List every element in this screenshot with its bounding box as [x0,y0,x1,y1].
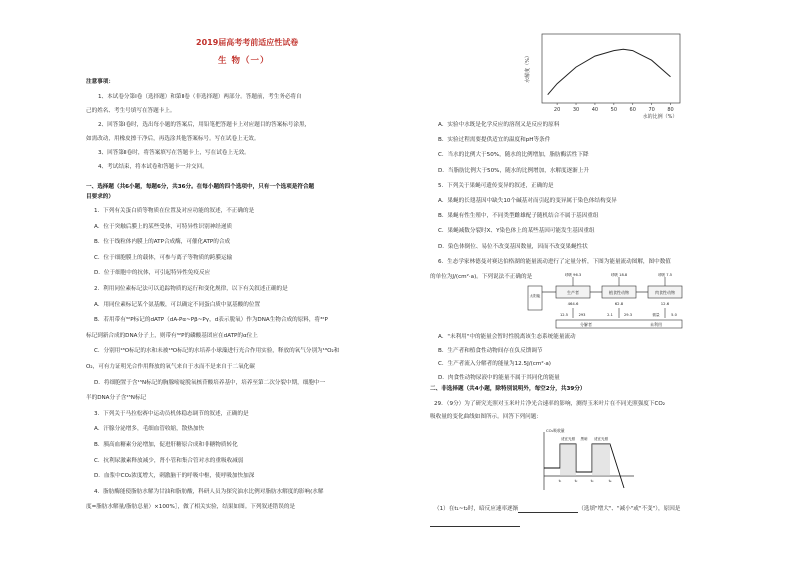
answer-option: B．实验过程需要提供适宜的温度和pH等条件 [438,137,551,144]
time-tick-label: t₄ [608,479,612,483]
answer-option: D．将细胞置于含¹⁵N标记的胸腺嘧啶脱氧核苷酸培养基中，培养至第二次分裂中期，细胞中一 [94,379,326,386]
notice-item: 己的姓名、考生号填写在答题卡上。 [86,108,176,114]
energy-flow-diagram [526,272,696,330]
trophic-value: 12.6 [660,301,670,306]
answer-option: C．生产者流入分解者的能量为12.5J/(cm²·a) [438,361,551,367]
unused-label: 未利用 [650,322,662,327]
subject-title: 生 物（一） [218,56,270,66]
answer-option: D．染色体倒位、易位不改变基因数量，因而不改变果蝇性状 [438,243,588,250]
trophic-value: 62.8 [614,301,624,306]
trophic-label: 生产者 [567,290,579,295]
question-stem: 3．下列关于马拉松赛中运动员机体稳态调节的叙述，正确的是 [94,410,249,417]
y-axis-label: 水解度（%） [525,53,531,83]
question-stem: 5．下列关于果蝇可遗传变异的叙述，正确的是 [438,182,554,189]
q29-part1 [434,506,680,513]
y-axis-label: CO₂吸收量 [546,428,565,433]
section2-heading: 二、非选择题（共4小题，除特别说明外，每空2分，共39分） [430,386,586,392]
section1-heading-cont: 目要求的） [86,194,114,200]
resp-label: 呼吸 7.5 [657,273,673,277]
answer-option: A．实验中水既是化学反应的溶剂又是反应的原料 [438,122,560,128]
resp-label: 呼吸 96.3 [564,273,582,277]
decomp-value: 2.1 [607,313,613,317]
section1-heading: 一、选择题（共6小题，每题6分，共36分。在每小题的四个选项中，只有一个选项是符合题 [86,184,315,190]
answer-option: D．血浆中CO₂浓度增大，刺激脑干的呼吸中枢，使呼吸加快加深 [94,473,255,480]
x-tick-label: 50 [610,107,618,113]
x-tick-label: 40 [591,107,599,113]
plot-frame [542,34,680,103]
time-tick-label: t₂ [574,479,578,483]
text-line: 的单位为J/(cm²·a)。下列说法不正确的是 [430,274,533,280]
phase-label: 适宜光照 [560,437,576,441]
co2-absorption-chart [530,428,640,500]
answer-option: A．汗腺分泌增多，毛细血管收缩，散热加快 [94,426,205,433]
series-line [548,49,671,94]
answer-option: D．当脂肪比例大于50%，随水的比例增加，水解度逐渐上升 [438,167,589,174]
decomposer-box [556,320,682,328]
text-line: 半的DNA分子含¹⁵N标记 [86,395,147,402]
x-tick-label: 80 [667,107,674,113]
x-axis-label: 水的比例（%） [642,114,678,120]
text-line: 标记到新合成的DNA分子上，则带有³²P的磷酸基团应在dATP的α位上 [86,332,258,339]
trophic-label: 肉食性动物 [655,290,675,295]
x-tick-label: 20 [553,107,561,113]
answer-option: B．果蝇有性生殖中，不同类型雌雄配子随机结合不属于基因重组 [438,213,599,220]
answer-option: B．生产者和植食性动物间存在负反馈调节 [438,347,543,354]
trophic-label: 植食性动物 [609,290,629,295]
q29-part1-text: （1）在t₁~t₂时，暗反应速率逐渐 [434,506,519,512]
answer-option: A．果蝇的长翅基因中缺失10个碱基对而引起的变异属于染色体结构变异 [438,198,617,204]
decomp-value: 微量 [652,313,660,317]
answer-blank-1[interactable] [518,506,578,513]
answer-option: C．分别用¹⁸O标记的水和未被¹⁸O标记的水培养小球藻进行光合作用实验，释放的氧气分别为¹⁸O₂和 [94,348,340,355]
x-tick-label: 70 [648,107,655,113]
unused-value: 29.3 [623,313,633,317]
notice-item: 4、考试结束，将本试卷和答题卡一并交回。 [98,164,208,170]
question-stem: 4．脂肪酶能使脂肪水解为甘油和脂肪酸，科研人员为探究油水比例对脂肪水解度的影响(水解 [94,488,324,495]
trophic-value: 464.6 [567,301,579,306]
answer-option: C．抗利尿激素释放减少，肾小管和集合管对水的重吸收减弱 [94,457,244,464]
question-stem: 6．生态学家林德曼对赛达伯格湖的能量流动进行了定量分析，下图为能量流动图解，图中数值 [438,258,671,265]
notice-item: 如需改动，用橡皮擦干净后，再选涂其他答案标号。写在试卷上无效。 [86,136,260,142]
text-line: 度=脂肪水解量/脂肪总量）×100%］，做了相关实验，结果如图。下列叙述错误的是 [86,504,296,511]
time-tick-label: t₃ [590,479,594,483]
co2-curve [544,444,624,488]
notice-heading: 注意事项： [86,79,114,85]
resp-label: 呼吸 18.8 [610,273,628,277]
answer-option: B．位于线粒体内膜上的ATP合成酶，可催化ATP的合成 [94,239,231,246]
unused-value: 293 [578,313,586,317]
answer-option: A．"未利用"中的能量会暂时性脱离该生态系统能量流动 [438,334,576,340]
answer-option: B．胰高血糖素分泌增加，促进肝糖原合成和非糖物质转化 [94,442,238,448]
x-tick-label: 30 [572,107,580,113]
answer-option: C．当水的比例大于50%，随水的比例增加，脂肪酶活性下降 [438,152,589,159]
x-tick-label: 60 [629,107,636,113]
exam-title: 2019届高考考前适应性试卷 [196,38,299,47]
answer-option: C．位于细胞膜上的载体，可参与离子等物质的跨膜运输 [94,254,233,261]
shaded-region [592,444,610,476]
unused-value: 5.0 [671,313,677,317]
phase-label: 适宜光照 [593,437,609,441]
answer-option: B．若用带有³²P标记的dATP（dA-Pα~Pβ~Pγ，d表示脱氧）作为DNA生物合成的原料，将³²P [94,317,328,324]
sun-label: 太阳能 [529,294,541,298]
answer-option: A．位于突触后膜上的某些受体，可特异性识别神经递质 [94,223,233,230]
answer-option: D．肉食性动物尿液中的能量不属于其同化的能量 [438,374,560,381]
q29-part1-choice: （选填"增大"、"减小"或"不变"），原因是 [578,506,681,512]
notice-item: 2、回答第Ⅰ卷时，选出每小题的答案后，用铅笔把答题卡上对应题目的答案标号涂黑， [98,122,311,128]
notice-item: 1、本试卷分第Ⅰ卷（选择题）和第Ⅱ卷（非选择题）两部分。答题前，考生务必将自 [98,94,302,100]
notice-item: 3、回答第Ⅱ卷时，将答案填写在答题卡上，写在试卷上无效。 [98,150,250,156]
decomp-value: 12.5 [559,313,569,317]
q29-line1: 29．（9分）为了研究光照对玉米叶片净光合速率的影响，测得玉米叶片在不同光照强度下CO₂ [434,401,665,407]
answer-option: D．位于细胞中的抗体，可引起特异性免疫反应 [94,270,211,277]
answer-blank-line[interactable] [430,520,520,527]
q29-line2: 吸收量的变化曲线如图所示。回答下列问题： [430,414,542,420]
time-tick-label: t₁ [558,479,562,483]
question-stem: 1．下列有关蛋白质等物质在位置及对应功能的叙述，不正确的是 [94,208,255,214]
answer-option: C．果蝇减数分裂时X、Y染色体上的某些基因可能发生基因重组 [438,228,595,235]
decomposer-label: 分解者 [580,322,592,327]
answer-option: A．用同位素标记某个氨基酸，可以确定不同蛋白质中氨基酸的位置 [94,301,261,308]
shaded-region [560,444,576,476]
question-stem: 2．利用同位素标记法可以追踪物质的运行和变化规律，以下有关叙述正确的是 [94,286,288,292]
phase-label: 黑暗 [580,437,588,441]
text-line: O₂，可有力证明光合作用释放的氧气来自于水而不是来自于二氧化碳 [86,364,255,370]
sun-box [528,286,542,310]
hydrolysis-chart [520,28,690,120]
answer-blank-2[interactable] [430,520,520,527]
